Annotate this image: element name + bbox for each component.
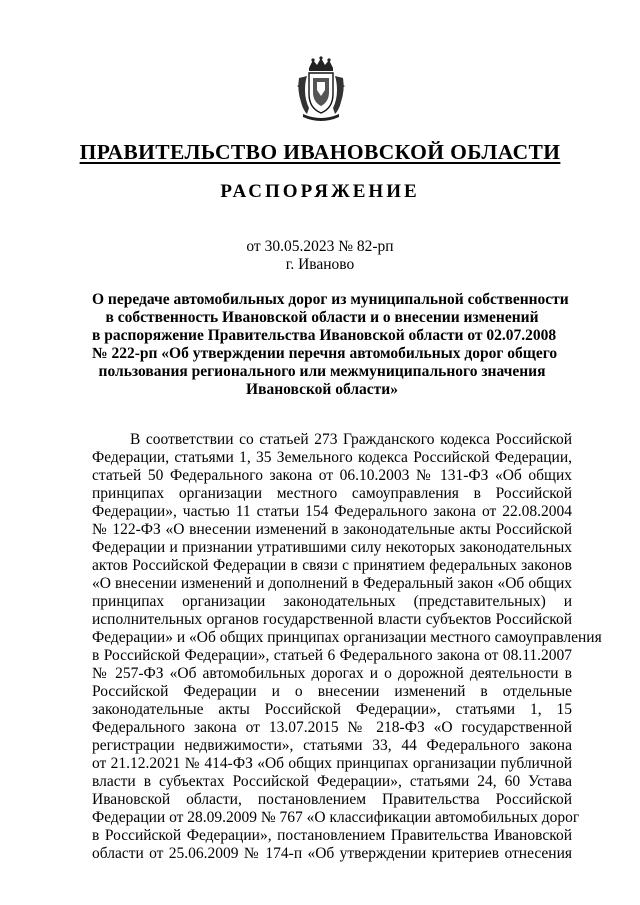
subject-line: № 222-рп «Об утверждении перечня автомобильных дорог общего xyxy=(92,345,558,362)
subject-line: Ивановской области» xyxy=(246,381,398,398)
body-line: № 122-ФЗ «О внесении изменений в законодательные акты Российской xyxy=(92,521,572,538)
city-line: г. Иваново xyxy=(285,256,355,273)
subject-line: в собственность Ивановской области и о внесении изменений xyxy=(105,309,539,326)
body-line: регистрации недвижимости», статьями 33, 44 Федерального закона xyxy=(92,737,572,754)
body-line: Ивановской области, постановлением Правительства Российской xyxy=(92,791,572,808)
document-subject xyxy=(92,291,569,399)
body-line: № 257-ФЗ «Об автомобильных дорогах и о дорожной деятельности в xyxy=(92,665,572,682)
body-line: в Российской Федерации», постановлением Правительства Ивановской xyxy=(92,827,572,844)
body-line: принципах организации местного самоуправления в Российской xyxy=(92,485,572,502)
body-line: Федерации» и «Об общих принципах организации местного самоуправления xyxy=(92,629,602,646)
coat-of-arms-icon xyxy=(295,56,347,122)
body-line: законодательные акты Российской Федерации», статьями 1, 15 xyxy=(92,701,572,718)
body-line: Федерации, статьями 1, 35 Земельного кодекса Российской Федерации, xyxy=(92,449,572,466)
body-line: статьей 50 Федерального закона от 06.10.2003 № 131-ФЗ «Об общих xyxy=(92,467,572,484)
body-line: Федерального закона от 13.07.2015 № 218-ФЗ «О государственной xyxy=(92,719,572,736)
body-line: актов Российской Федерации в связи с принятием федеральных законов xyxy=(92,557,572,574)
subject-line: О передаче автомобильных дорог из муниципальной собственности xyxy=(92,291,569,308)
body-line: Федерации и признании утратившими силу некоторых законодательных xyxy=(92,539,572,556)
document-type-heading: РАСПОРЯЖЕНИЕ xyxy=(220,181,420,202)
body-line: в Российской Федерации», статьей 6 Федерального закона от 08.11.2007 xyxy=(92,647,572,664)
subject-line: в распоряжение Правительства Ивановской области от 02.07.2008 xyxy=(92,327,557,344)
body-line: исполнительных органов государственной власти субъектов Российской xyxy=(92,611,572,628)
document-meta xyxy=(0,238,640,274)
body-line: Федерации», частью 11 статьи 154 Федерального закона от 22.08.2004 xyxy=(92,503,572,520)
body-line: принципах организации законодательных (представительных) и xyxy=(92,593,572,610)
government-title: ПРАВИТЕЛЬСТВО ИВАНОВСКОЙ ОБЛАСТИ xyxy=(79,140,561,164)
subject-line: пользования регионального или межмуниципального значения xyxy=(98,363,546,380)
date-number-line: от 30.05.2023 № 82-рп xyxy=(246,238,394,255)
body-line: Федерации от 28.09.2009 № 767 «О классификации автомобильных дорог xyxy=(92,809,580,826)
body-line: В соответствии со статьей 273 Гражданского кодекса Российской xyxy=(130,431,572,448)
body-line: от 21.12.2021 № 414-ФЗ «Об общих принципах организации публичной xyxy=(92,755,572,772)
body-line: власти в субъектах Российской Федерации», статьями 24, 60 Устава xyxy=(92,773,572,790)
body-line: области от 25.06.2009 № 174-п «Об утверждении критериев отнесения xyxy=(92,845,572,862)
body-line: Российской Федерации и о внесении изменений в отдельные xyxy=(92,683,572,700)
body-paragraph xyxy=(92,431,602,863)
body-line: «О внесении изменений и дополнений в Федеральный закон «Об общих xyxy=(92,575,572,592)
